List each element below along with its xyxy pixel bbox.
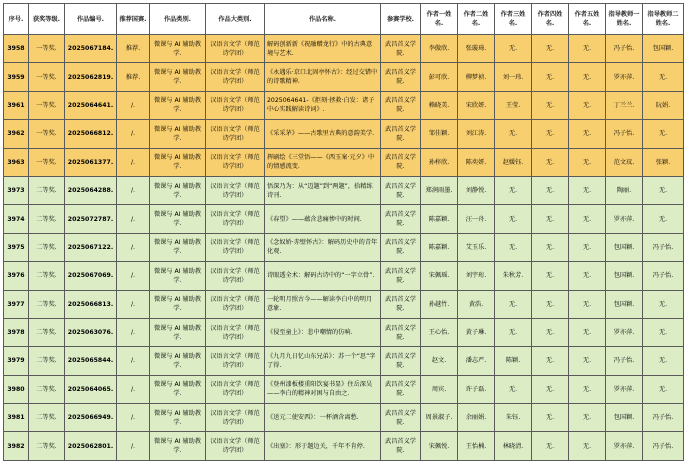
col-work-title-header: 作品名称. [265,4,381,35]
col-author-3-cell: 无. [495,375,532,403]
col-index-cell: 3975 [4,233,29,261]
col-work-id-cell: 2025062801. [65,432,117,460]
col-author-1-cell: 周宾. [421,375,458,403]
col-school-header: 参赛学校. [381,4,421,35]
col-work-title-cell: 诗眼透全术：解码古诗中的“一字立骨”. [265,262,381,290]
col-author-4-cell: 无. [532,318,569,346]
col-advisor-1-cell: 包国颖. [606,404,643,432]
col-author-1-cell: 李傲欣. [421,35,458,63]
col-work-id-cell: 2025064065. [65,375,117,403]
col-category-cell: 微课与 AI 辅助教学. [150,318,206,346]
col-school-cell: 武昌首义学院. [381,233,421,261]
col-advisor-1-cell: 冯子怡. [606,35,643,63]
col-major-category-cell: 汉语言文学（师范诗学团） [206,375,265,403]
col-author-2-cell: 宋欣妍. [458,91,495,119]
col-author-5-cell: 无. [569,233,606,261]
table-row [4,91,684,119]
col-recommend-cell: /. [117,432,150,460]
col-author-3-cell: 无. [495,205,532,233]
col-work-id-cell: 2025072787. [65,205,117,233]
col-author-4-cell: 无. [532,148,569,176]
col-work-id-header: 作品编号. [65,4,117,35]
col-recommend-cell: /. [117,318,150,346]
col-author-1-header: 作者一姓名. [421,4,458,35]
col-work-id-cell: 2025067184. [65,35,117,63]
col-major-category-cell: 汉语言文学（师范诗学团） [206,262,265,290]
col-work-id-cell: 2025067122. [65,233,117,261]
col-recommend-cell: 推荐. [117,35,150,63]
col-author-1-cell: 孙越竹. [421,290,458,318]
col-author-2-cell: 张璇琦. [458,35,495,63]
col-author-4-cell: 无. [532,432,569,460]
col-author-4-cell: 无. [532,91,569,119]
col-author-2-cell: 刘静悦. [458,176,495,204]
col-index-cell: 3977 [4,290,29,318]
col-index-cell: 3981 [4,404,29,432]
col-major-category-cell: 汉语言文学（师范诗学团） [206,347,265,375]
col-author-5-cell: 无. [569,290,606,318]
col-author-3-cell: 朱钰. [495,404,532,432]
col-recommend-cell: /. [117,176,150,204]
col-award-level-cell: 二等奖. [29,432,65,460]
col-author-1-cell: 陈嘉颖. [421,205,458,233]
col-major-category-cell: 汉语言文学（师范诗学团） [206,318,265,346]
col-author-3-cell: 无. [495,35,532,63]
col-advisor-1-cell: 冯子怡. [606,120,643,148]
col-category-cell: 微课与 AI 辅助教学. [150,91,206,119]
header-row [4,4,684,35]
col-work-id-cell: 2025067069. [65,262,117,290]
col-award-level-cell: 二等奖. [29,404,65,432]
col-index-cell: 3959 [4,63,29,91]
col-advisor-2-cell: 无. [643,63,684,91]
col-work-title-cell: 《永遇乐·京口北固亭怀古》：经过交错中的诗歌精神. [265,63,381,91]
table-row [4,404,684,432]
col-author-4-cell: 无. [532,404,569,432]
col-author-4-cell: 无. [532,63,569,91]
col-recommend-cell: /. [117,205,150,233]
col-author-3-cell: 刘一玮. [495,63,532,91]
col-school-cell: 武昌首义学院. [381,176,421,204]
col-author-2-cell: 刘宇珩. [458,262,495,290]
col-author-5-cell: 无. [569,35,606,63]
col-work-title-cell: 《九月九日忆山东兄弟》：苏一个“思”字了得. [265,347,381,375]
col-work-id-cell: 2025066813. [65,290,117,318]
col-award-level-header: 获奖等级. [29,4,65,35]
col-school-cell: 武昌首义学院. [381,375,421,403]
col-work-title-cell: 《采采茅》——古歌里古典的意韵美学. [265,120,381,148]
col-index-cell: 3961 [4,91,29,119]
col-author-3-cell: 朱秋芳. [495,262,532,290]
col-advisor-2-header: 指导教师二姓名. [643,4,684,35]
col-author-5-cell: 无. [569,432,606,460]
col-index-cell: 3978 [4,318,29,346]
table-row [4,205,684,233]
col-advisor-1-cell: 罗亦萍. [606,205,643,233]
col-author-2-cell: 潘志严. [458,347,495,375]
col-work-title-cell: 《念奴娇·赤壁怀古》：解码历史中的青年化观. [265,233,381,261]
col-advisor-2-cell: 无. [643,318,684,346]
col-major-category-cell: 汉语言文学（师范诗学团） [206,432,265,460]
awards-table [3,3,684,461]
col-advisor-1-cell: 包国颖. [606,233,643,261]
col-advisor-1-cell: 丁兰兰. [606,91,643,119]
col-author-5-cell: 无. [569,347,606,375]
col-work-id-cell: 2025064288. [65,176,117,204]
col-work-title-cell: 2025064641-《拒刻·拯救·白发：诸子中心实践解读诗词》. [265,91,381,119]
col-advisor-2-cell: 冯子怡. [643,404,684,432]
col-award-level-cell: 二等奖. [29,262,65,290]
col-category-cell: 微课与 AI 辅助教学. [150,347,206,375]
col-author-2-cell: 许子磊. [458,375,495,403]
col-work-title-cell: 《登州漆板楼重阳饮宴书显》住岳深吴——李白的精神对困与自由之. [265,375,381,403]
col-author-4-cell: 无. [532,205,569,233]
col-author-1-cell: 王心怡. [421,318,458,346]
col-index-cell: 3979 [4,347,29,375]
col-author-2-cell: 汪一舟. [458,205,495,233]
col-recommend-cell: /. [117,404,150,432]
col-author-5-cell: 无. [569,404,606,432]
col-author-1-cell: 宋佩悦. [421,432,458,460]
col-advisor-2-cell: 无. [643,205,684,233]
col-award-level-cell: 二等奖. [29,176,65,204]
col-school-cell: 武昌首义学院. [381,290,421,318]
table-row [4,290,684,318]
col-advisor-1-cell: 罗亦萍. [606,432,643,460]
col-award-level-cell: 一等奖. [29,35,65,63]
col-major-category-cell: 汉语言文学（师范诗学团） [206,205,265,233]
col-author-3-cell: 赵媛钰. [495,148,532,176]
col-category-cell: 微课与 AI 辅助教学. [150,375,206,403]
table-row [4,63,684,91]
col-recommend-cell: /. [117,148,150,176]
col-work-title-cell: 一轮明月照古今——解读李白中的明月意象. [265,290,381,318]
col-major-category-cell: 汉语言文学（师范诗学团） [206,290,265,318]
col-category-cell: 微课与 AI 辅助教学. [150,63,206,91]
col-author-2-header: 作者二姓名. [458,4,495,35]
col-author-5-cell: 无. [569,262,606,290]
col-recommend-cell: /. [117,375,150,403]
col-author-5-cell: 无. [569,91,606,119]
col-recommend-cell: /. [117,91,150,119]
col-index-cell: 3962 [4,120,29,148]
col-advisor-1-cell: 罗亦萍. [606,318,643,346]
col-school-cell: 武昌首义学院. [381,63,421,91]
col-advisor-1-cell: 陶丽. [606,176,643,204]
col-major-category-cell: 汉语言文学（师范诗学团） [206,233,265,261]
col-category-cell: 微课与 AI 辅助教学. [150,148,206,176]
right-border-line [683,3,684,408]
col-author-1-cell: 赖晓美. [421,91,458,119]
col-advisor-2-cell: 无. [643,347,684,375]
col-award-level-cell: 一等奖. [29,91,65,119]
col-author-1-cell: 赵文. [421,347,458,375]
col-author-4-cell: 无. [532,176,569,204]
col-category-cell: 微课与 AI 辅助教学. [150,205,206,233]
table-row [4,375,684,403]
col-category-cell: 微课与 AI 辅助教学. [150,290,206,318]
table-row [4,35,684,63]
col-author-4-cell: 无. [532,290,569,318]
col-author-2-cell: 刘江涛. [458,120,495,148]
col-recommend-header: 推荐国赛. [117,4,150,35]
col-school-cell: 武昌首义学院. [381,347,421,375]
col-award-level-cell: 二等奖. [29,375,65,403]
col-index-cell: 3976 [4,262,29,290]
col-advisor-1-cell: 包国颖. [606,290,643,318]
col-author-4-cell: 无. [532,347,569,375]
col-category-cell: 微课与 AI 辅助教学. [150,262,206,290]
col-category-cell: 微课与 AI 辅助教学. [150,432,206,460]
col-school-cell: 武昌首义学院. [381,205,421,233]
col-index-header: 序号. [4,4,29,35]
col-advisor-1-cell: 冯子怡. [606,347,643,375]
col-author-5-cell: 无. [569,63,606,91]
col-award-level-cell: 一等奖. [29,63,65,91]
col-author-3-cell: 无. [495,233,532,261]
col-author-4-cell: 无. [532,233,569,261]
col-category-cell: 微课与 AI 辅助教学. [150,233,206,261]
col-award-level-cell: 一等奖. [29,148,65,176]
col-school-cell: 武昌首义学院. [381,35,421,63]
col-recommend-cell: 推荐. [117,63,150,91]
col-award-level-cell: 二等奖. [29,318,65,346]
col-advisor-2-cell: 阮娟. [643,91,684,119]
col-advisor-1-cell: 范文玟. [606,148,643,176]
col-school-cell: 武昌首义学院. [381,91,421,119]
col-author-3-cell: 无. [495,290,532,318]
col-school-cell: 武昌首义学院. [381,318,421,346]
col-author-5-header: 作者五姓名. [569,4,606,35]
col-author-5-cell: 无. [569,205,606,233]
col-major-category-cell: 汉语言文学（师范诗学团） [206,91,265,119]
col-major-category-cell: 汉语言文学（师范诗学团） [206,120,265,148]
table-row [4,120,684,148]
table-body [4,35,684,461]
col-work-id-cell: 2025063076. [65,318,117,346]
col-index-cell: 3974 [4,205,29,233]
col-advisor-1-cell: 罗亦萍. [606,63,643,91]
col-category-cell: 微课与 AI 辅助教学. [150,120,206,148]
col-author-5-cell: 无. [569,176,606,204]
col-index-cell: 3982 [4,432,29,460]
col-award-level-cell: 一等奖. [29,120,65,148]
col-major-category-header: 作品大类别. [206,4,265,35]
col-author-5-cell: 无. [569,148,606,176]
col-work-id-cell: 2025064641. [65,91,117,119]
col-category-cell: 微课与 AI 辅助教学. [150,404,206,432]
col-advisor-2-cell: 无. [643,120,684,148]
col-author-3-cell: 无. [495,318,532,346]
col-award-level-cell: 二等奖. [29,290,65,318]
col-index-cell: 3980 [4,375,29,403]
col-author-1-cell: 陈嘉颖. [421,233,458,261]
col-author-1-cell: 宋佩瑶. [421,262,458,290]
col-recommend-cell: /. [117,120,150,148]
col-author-1-cell: 彭可欣. [421,63,458,91]
col-author-4-cell: 无. [532,35,569,63]
table-row [4,432,684,460]
col-major-category-cell: 汉语言文学（师范诗学团） [206,63,265,91]
col-advisor-2-cell: 冯子怡. [643,432,684,460]
col-advisor-2-cell: 无. [643,176,684,204]
awards-table-container [3,3,683,461]
col-school-cell: 武昌首义学院. [381,120,421,148]
col-author-2-cell: 王怡楠. [458,432,495,460]
col-award-level-cell: 二等奖. [29,347,65,375]
col-author-3-cell: 王莹. [495,91,532,119]
col-author-2-cell: 艾玉乐. [458,233,495,261]
col-advisor-2-cell: 无. [643,290,684,318]
col-school-cell: 武昌首义学院. [381,432,421,460]
col-author-4-cell: 无. [532,375,569,403]
col-major-category-cell: 汉语言文学（师范诗学团） [206,148,265,176]
col-index-cell: 3958 [4,35,29,63]
col-author-3-cell: 林晓清. [495,432,532,460]
col-award-level-cell: 二等奖. [29,205,65,233]
col-author-5-cell: 无. [569,375,606,403]
col-work-title-cell: 《侵至童上》：悲中嘲情的仿响. [265,318,381,346]
col-work-title-cell: 《送元二使安西》：一杯酒含离愁. [265,404,381,432]
col-advisor-1-cell: 罗亦萍. [606,375,643,403]
col-author-4-cell: 无. [532,120,569,148]
table-row [4,347,684,375]
col-author-3-cell: 陈颖. [495,347,532,375]
col-author-3-cell: 无. [495,120,532,148]
col-school-cell: 武昌首义学院. [381,262,421,290]
col-work-id-cell: 2025066949. [65,404,117,432]
col-recommend-cell: /. [117,233,150,261]
col-author-1-cell: 郑润雨墨. [421,176,458,204]
col-author-1-cell: 周景淑子. [421,404,458,432]
col-work-title-cell: 《春望》——蕴含悲痛惨中的时间. [265,205,381,233]
col-school-cell: 武昌首义学院. [381,404,421,432]
col-advisor-2-cell: 包国颖. [643,35,684,63]
col-work-id-cell: 2025061377. [65,148,117,176]
col-award-level-cell: 二等奖. [29,233,65,261]
col-school-cell: 武昌首义学院. [381,148,421,176]
col-author-3-header: 作者三姓名. [495,4,532,35]
col-advisor-2-cell: 张颖. [643,148,684,176]
col-author-1-cell: 邹佳颖. [421,120,458,148]
col-author-4-cell: 无. [532,262,569,290]
col-major-category-cell: 汉语言文学（师范诗学团） [206,176,265,204]
col-author-1-cell: 孙梓欣. [421,148,458,176]
col-author-2-cell: 黄浩. [458,290,495,318]
col-work-title-cell: 悟深乃为：从“迈题”到“两题”，拾精练诗刊. [265,176,381,204]
col-author-2-cell: 陈奕妍. [458,148,495,176]
col-author-2-cell: 余丽娟. [458,404,495,432]
col-work-title-cell: 《出塞》：形于题边关，千年不肯停. [265,432,381,460]
col-category-header: 作品类别. [150,4,206,35]
table-row [4,262,684,290]
table-row [4,233,684,261]
col-major-category-cell: 汉语言文学（师范诗学团） [206,35,265,63]
col-category-cell: 微课与 AI 辅助教学. [150,35,206,63]
col-index-cell: 3973 [4,176,29,204]
col-major-category-cell: 汉语言文学（师范诗学团） [206,404,265,432]
col-work-title-cell: 挥刷绘《三堂悟——《西玉案·元夕》中的情感流变. [265,148,381,176]
col-author-5-cell: 无. [569,318,606,346]
col-work-id-cell: 2025066812. [65,120,117,148]
table-row [4,148,684,176]
col-recommend-cell: /. [117,347,150,375]
col-author-2-cell: 黄子琳. [458,318,495,346]
col-author-5-cell: 无. [569,120,606,148]
table-row [4,176,684,204]
col-advisor-1-cell: 包国颖. [606,262,643,290]
col-advisor-1-header: 指导教师一姓名. [606,4,643,35]
col-recommend-cell: /. [117,290,150,318]
col-advisor-2-cell: 冯子怡. [643,262,684,290]
col-work-id-cell: 2025065844. [65,347,117,375]
col-category-cell: 微课与 AI 辅助教学. [150,176,206,204]
col-author-4-header: 作者四姓名. [532,4,569,35]
col-author-3-cell: 无. [495,176,532,204]
col-advisor-2-cell: 冯子怡. [643,233,684,261]
table-row [4,318,684,346]
col-work-title-cell: 解码创新新《祝融赠龙行》中的古典意境与艺术. [265,35,381,63]
col-advisor-2-cell: 无. [643,375,684,403]
col-index-cell: 3963 [4,148,29,176]
col-recommend-cell: /. [117,262,150,290]
col-work-id-cell: 2025062819. [65,63,117,91]
col-author-2-cell: 柳梦祯. [458,63,495,91]
